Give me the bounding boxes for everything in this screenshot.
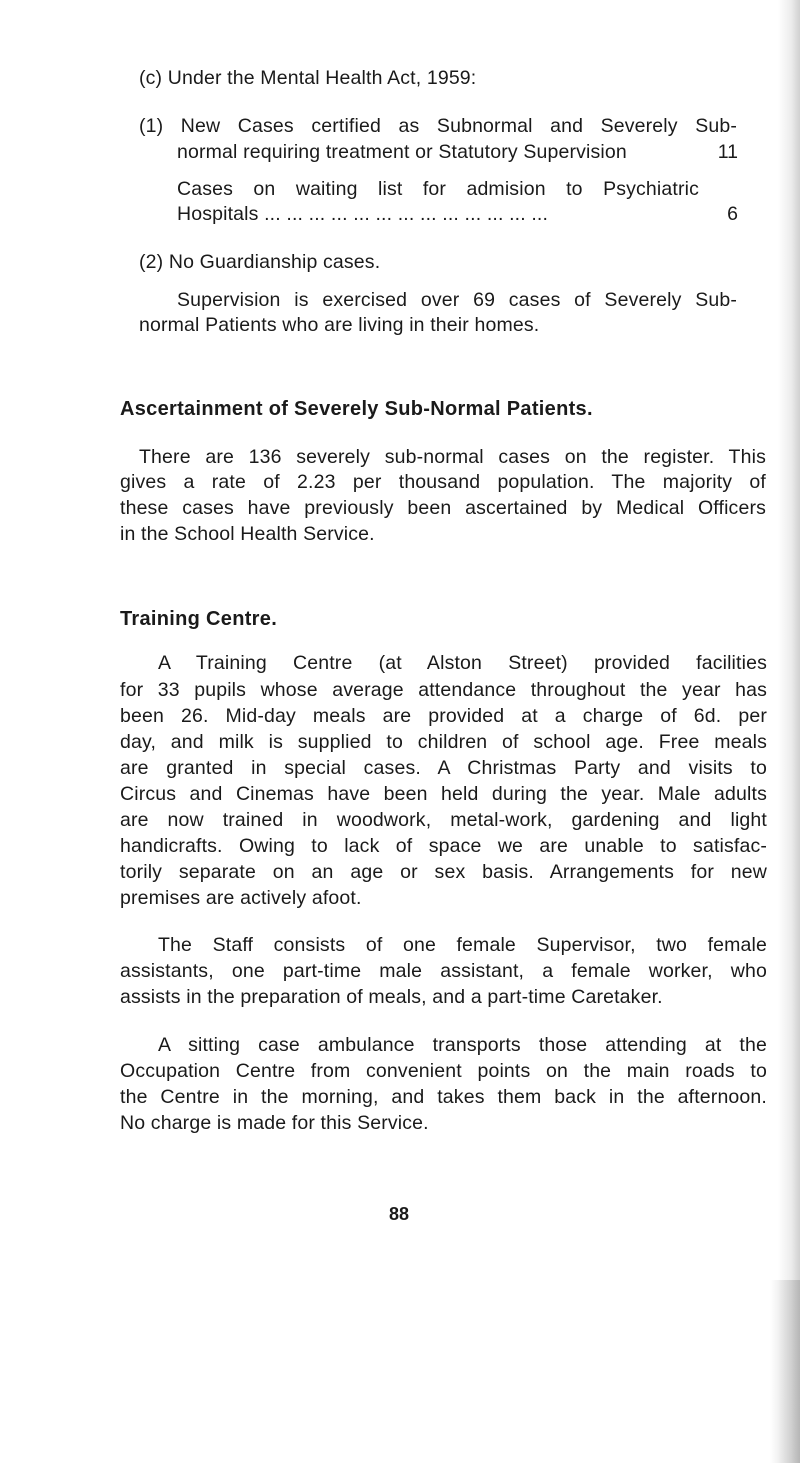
training-para1-line-4: day, and milk is supplied to children of school age. Free meals: [120, 731, 767, 753]
training-para3-line-2: Occupation Centre from convenient points on the main roads to: [120, 1060, 767, 1082]
item1-value: 11: [717, 141, 738, 163]
training-para1-line-3: been 26. Mid-day meals are provided at a charge of 6d. per: [120, 705, 767, 727]
item1-line2: normal requiring treatment or Statutory Supervision: [177, 141, 627, 163]
item1-line1: (1) New Cases certified as Subnormal and Severely Sub-: [139, 115, 737, 137]
supervision-line1: Supervision is exercised over 69 cases of Severely Sub-: [177, 289, 737, 311]
waiting-line1: Cases on waiting list for admision to Psychiatric: [177, 178, 699, 200]
ascertainment-line-1: There are 136 severely sub-normal cases on the register. This: [139, 446, 766, 468]
training-para2-line-2: assistants, one part-time male assistant, a female worker, who: [120, 960, 767, 982]
training-centre-heading: Training Centre.: [120, 608, 278, 630]
ascertainment-line-3: these cases have previously been ascertained by Medical Officers: [120, 497, 766, 519]
training-para1-line-5: are granted in special cases. A Christmas Party and visits to: [120, 757, 767, 779]
page-edge-shadow-bottom: [770, 1280, 800, 1463]
training-para1-line-8: handicrafts. Owing to lack of space we are unable to satisfac-: [120, 835, 767, 857]
training-para1-line-6: Circus and Cinemas have been held during the year. Male adults: [120, 783, 767, 805]
training-para1-line-2: for 33 pupils whose average attendance throughout the year has: [120, 679, 767, 701]
supervision-line2: normal Patients who are living in their homes.: [139, 314, 540, 336]
training-para2-line-1: The Staff consists of one female Supervisor, two female: [158, 934, 767, 956]
training-para2-line-3: assists in the preparation of meals, and a part-time Caretaker.: [120, 986, 663, 1008]
mental-health-act-heading: (c) Under the Mental Health Act, 1959:: [139, 67, 477, 89]
ascertainment-line-4: in the School Health Service.: [120, 523, 375, 545]
item2-guardianship: (2) No Guardianship cases.: [139, 251, 381, 273]
training-para3-line-4: No charge is made for this Service.: [120, 1112, 429, 1134]
waiting-line2: Hospitals ... ... ... ... ... ... ... ... ... ... ... ... ...: [177, 203, 549, 225]
page-edge-shadow: [778, 0, 800, 1463]
page-number: 88: [388, 1204, 410, 1224]
training-para1-line-10: premises are actively afoot.: [120, 887, 362, 909]
ascertainment-line-2: gives a rate of 2.23 per thousand population. The majority of: [120, 471, 766, 493]
training-para3-line-1: A sitting case ambulance transports those attending at the: [158, 1034, 767, 1056]
waiting-value: 6: [727, 203, 738, 225]
ascertainment-heading: Ascertainment of Severely Sub-Normal Patients.: [120, 398, 593, 420]
training-para1-line-1: A Training Centre (at Alston Street) provided facilities: [158, 652, 767, 674]
training-para3-line-3: the Centre in the morning, and takes them back in the afternoon.: [120, 1086, 767, 1108]
training-para1-line-9: torily separate on an age or sex basis. Arrangements for new: [120, 861, 767, 883]
training-para1-line-7: are now trained in woodwork, metal-work, gardening and light: [120, 809, 767, 831]
